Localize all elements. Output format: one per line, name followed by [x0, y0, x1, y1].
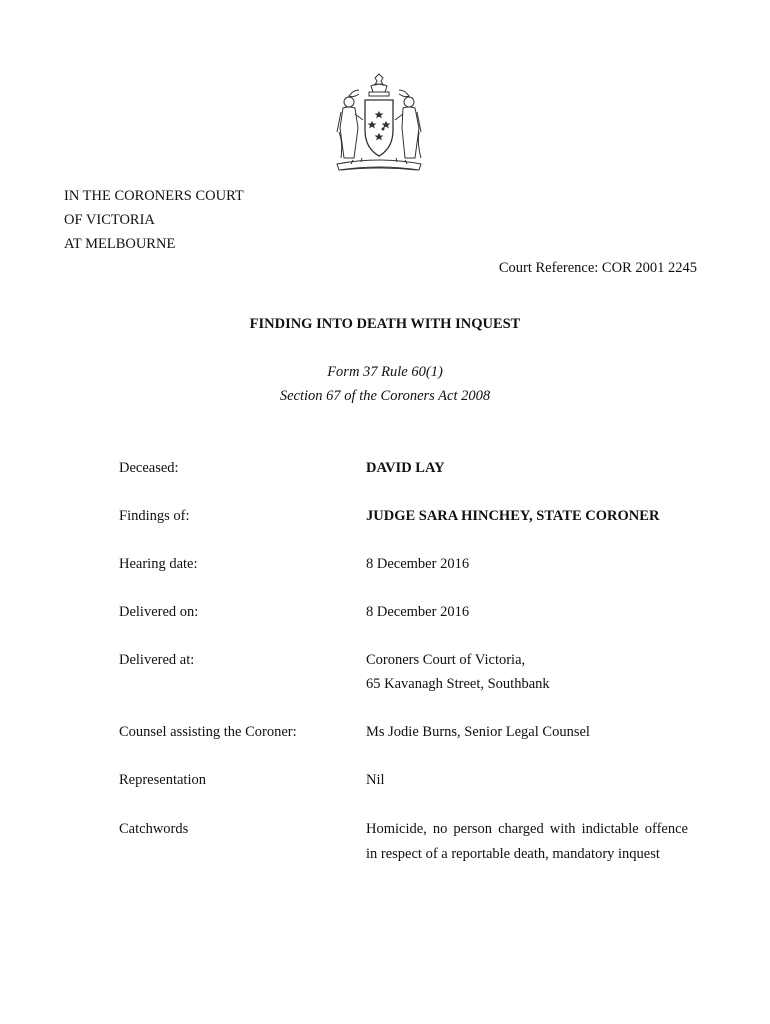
- document-title: FINDING INTO DEATH WITH INQUEST: [249, 316, 521, 332]
- hearing-date-label: Hearing date:: [119, 556, 198, 572]
- delivered-at-line-1: Coroners Court of Victoria,: [366, 652, 526, 668]
- delivered-at-line-2: 65 Kavanagh Street, Southbank: [366, 676, 550, 692]
- counsel-value: Ms Jodie Burns, Senior Legal Counsel: [366, 724, 590, 740]
- coat-of-arms-icon: [331, 72, 427, 180]
- hearing-date-value: 8 December 2016: [366, 556, 470, 572]
- court-line-1: IN THE CORONERS COURT: [64, 188, 244, 204]
- court-line-3: AT MELBOURNE: [64, 236, 176, 252]
- delivered-on-label: Delivered on:: [119, 604, 199, 620]
- representation-label: Representation: [119, 772, 206, 788]
- delivered-at-label: Delivered at:: [119, 652, 195, 668]
- court-reference: Court Reference: COR 2001 2245: [498, 260, 697, 276]
- delivered-at-value: [366, 648, 688, 696]
- form-section: Section 67 of the Coroners Act 2008: [279, 388, 491, 404]
- delivered-on-value: 8 December 2016: [366, 604, 470, 620]
- court-line-2: OF VICTORIA: [64, 212, 155, 228]
- representation-value: Nil: [366, 772, 385, 788]
- findings-label: Findings of:: [119, 508, 190, 524]
- deceased-value: DAVID LAY: [366, 460, 445, 476]
- deceased-label: Deceased:: [119, 460, 179, 476]
- counsel-label: Counsel assisting the Coroner:: [119, 724, 297, 740]
- form-rule: Form 37 Rule 60(1): [327, 364, 443, 380]
- catchwords-label: Catchwords: [119, 821, 189, 837]
- catchwords-value: Homicide, no person charged with indictable offence in respect of a reportable death, mandatory inquest: [366, 821, 688, 862]
- findings-value: JUDGE SARA HINCHEY, STATE CORONER: [366, 508, 660, 524]
- court-name-block: [64, 184, 244, 256]
